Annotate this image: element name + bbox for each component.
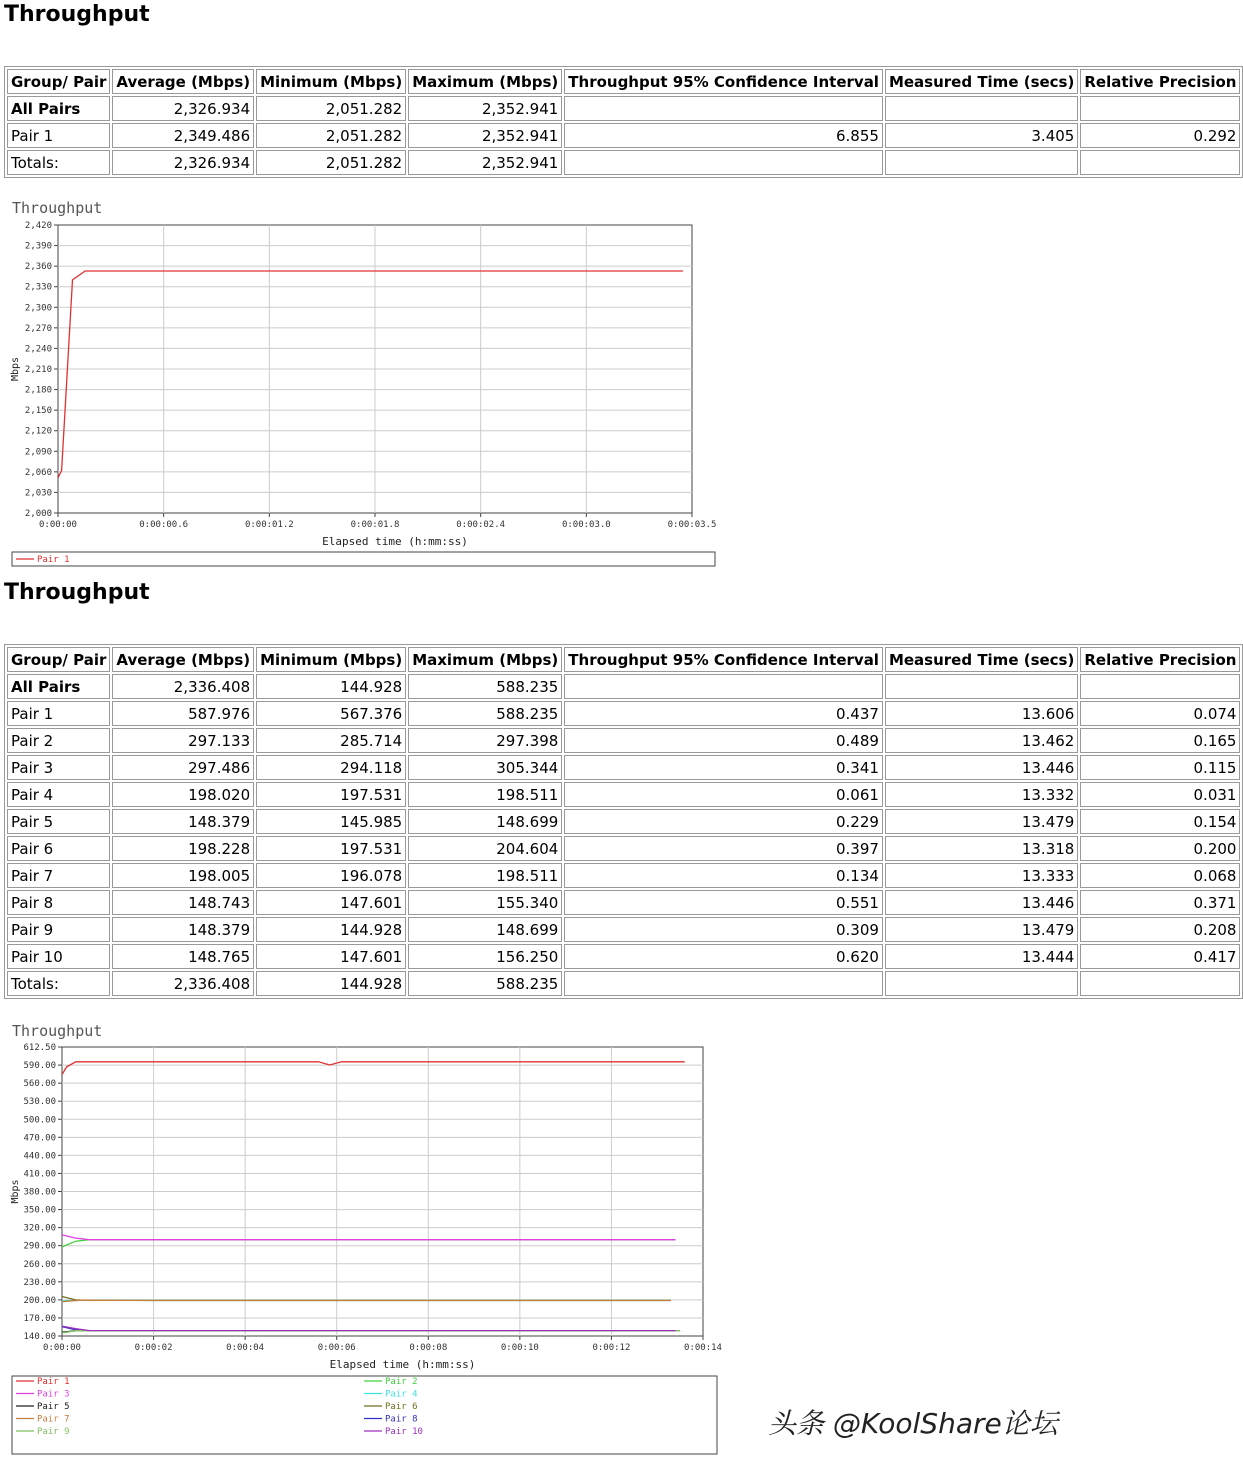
table-cell: 13.333 [885,863,1078,888]
y-tick-label: 350.00 [23,1205,56,1216]
table-cell [564,674,883,699]
table-cell: 0.437 [564,701,883,726]
row-label: Pair 7 [7,863,110,888]
table-cell: 13.446 [885,890,1078,915]
y-tick-label: 590.00 [23,1061,56,1072]
table-cell [564,96,883,121]
y-tick-label: 440.00 [23,1151,56,1162]
table-cell: 148.765 [112,944,254,969]
table-cell [885,674,1078,699]
y-tick-label: 2,360 [24,262,52,273]
legend-box [12,552,715,566]
row-label: Pair 10 [7,944,110,969]
table-row [7,728,1240,753]
table-cell: 0.165 [1080,728,1240,753]
table-cell: 144.928 [256,971,406,996]
x-tick-label: 0:00:10 [500,1343,539,1353]
row-label: Totals: [7,150,110,175]
row-label: Pair 2 [7,728,110,753]
table-row [7,782,1240,807]
legend-label: Pair 1 [37,1377,70,1387]
table-cell: 0.292 [1080,123,1240,148]
table-cell: 197.531 [256,836,406,861]
table-row [7,836,1240,861]
table-cell: 13.318 [885,836,1078,861]
table-cell: 297.486 [112,755,254,780]
y-tick-label: 200.00 [23,1295,56,1306]
row-label: Pair 5 [7,809,110,834]
x-tick-label: 0:00:08 [409,1343,448,1353]
row-label: Pair 3 [7,755,110,780]
table-cell [885,96,1078,121]
table-cell: 2,326.934 [112,150,254,175]
y-tick-label: 2,030 [24,488,52,499]
table-cell: 155.340 [408,890,562,915]
table-cell: 0.031 [1080,782,1240,807]
table-cell: 588.235 [408,971,562,996]
y-tick-label: 2,300 [24,303,52,314]
y-tick-label: 2,000 [24,509,52,519]
table-cell: 2,051.282 [256,150,406,175]
legend-label: Pair 3 [37,1389,70,1400]
x-tick-label: 0:00:00 [39,520,77,530]
table-cell: 198.511 [408,782,562,807]
table-row [7,809,1240,834]
table-cell: 0.115 [1080,755,1240,780]
table-cell: 148.699 [408,809,562,834]
table-cell: 2,349.486 [112,123,254,148]
table-cell [1080,150,1240,175]
table-cell [1080,674,1240,699]
table-cell: 204.604 [408,836,562,861]
legend-label: Pair 7 [37,1414,70,1425]
table-row [7,890,1240,915]
table-cell: 2,336.408 [112,674,254,699]
y-tick-label: 170.00 [23,1313,56,1324]
table-cell: 0.371 [1080,890,1240,915]
y-tick-label: 260.00 [23,1259,56,1270]
column-header: Measured Time (secs) [885,69,1078,94]
column-header: Throughput 95% Confidence Interval [564,69,883,94]
legend-label: Pair 9 [37,1427,70,1437]
y-tick-label: 290.00 [23,1241,56,1252]
y-tick-label: 410.00 [23,1169,56,1180]
table-cell: 2,336.408 [112,971,254,996]
row-label: Pair 8 [7,890,110,915]
table-row [7,944,1240,969]
table-cell: 148.379 [112,917,254,942]
table-cell: 197.531 [256,782,406,807]
table-cell: 148.743 [112,890,254,915]
table-cell: 305.344 [408,755,562,780]
table-cell: 13.332 [885,782,1078,807]
column-header: Average (Mbps) [112,647,254,672]
table-cell: 0.620 [564,944,883,969]
column-header: Throughput 95% Confidence Interval [564,647,883,672]
y-tick-label: 2,150 [24,406,52,417]
column-header: Group/ Pair [7,647,110,672]
x-tick-label: 0:00:02.4 [456,520,506,530]
row-label: Pair 1 [7,123,110,148]
table-cell: 13.462 [885,728,1078,753]
x-tick-label: 0:00:03.0 [561,520,611,530]
column-header: Measured Time (secs) [885,647,1078,672]
table-cell: 294.118 [256,755,406,780]
legend-label: Pair 8 [385,1414,418,1425]
table-cell: 0.200 [1080,836,1240,861]
column-header: Minimum (Mbps) [256,69,406,94]
x-tick-label: 0:00:06 [317,1343,356,1353]
y-tick-label: 140.00 [23,1332,56,1342]
x-tick-label: 0:00:00.6 [139,520,189,530]
table-cell: 588.235 [408,701,562,726]
x-tick-label: 0:00:04 [226,1343,265,1353]
table-row [7,150,1240,175]
table-cell: 0.341 [564,755,883,780]
table-cell: 0.154 [1080,809,1240,834]
row-label: Pair 1 [7,701,110,726]
table-cell: 148.379 [112,809,254,834]
x-tick-label: 0:00:02 [134,1343,173,1353]
table-cell: 148.699 [408,917,562,942]
column-header: Relative Precision [1080,69,1240,94]
table-cell: 144.928 [256,674,406,699]
table-cell: 3.405 [885,123,1078,148]
table-cell: 588.235 [408,674,562,699]
legend-label: Pair 5 [37,1402,70,1412]
y-tick-label: 2,330 [24,282,52,293]
x-axis-label: Elapsed time (h:mm:ss) [329,1358,476,1371]
table-cell: 13.606 [885,701,1078,726]
table-cell: 297.133 [112,728,254,753]
x-tick-label: 0:00:01.2 [244,520,294,530]
table-cell: 2,352.941 [408,96,562,121]
table-cell [1080,96,1240,121]
x-tick-label: 0:00:03.5 [667,520,717,530]
x-tick-label: 0:00:01.8 [350,520,400,530]
row-label: Pair 4 [7,782,110,807]
table-cell [885,150,1078,175]
y-tick-label: 2,210 [24,365,52,375]
throughput-chart-2 [0,1018,730,1458]
throughput-table-2 [4,644,1243,999]
y-tick-label: 2,180 [24,385,52,396]
table-cell: 198.020 [112,782,254,807]
table-cell: 0.229 [564,809,883,834]
y-tick-label: 530.00 [23,1097,56,1108]
chart-title: Throughput [12,199,103,217]
y-tick-label: 230.00 [23,1277,56,1288]
table-cell: 198.228 [112,836,254,861]
table-cell: 196.078 [256,863,406,888]
legend-label: Pair 1 [37,555,70,565]
table-cell: 0.068 [1080,863,1240,888]
y-tick-label: 470.00 [23,1133,56,1144]
section2-title: Throughput [4,580,150,605]
legend-label: Pair 10 [385,1427,423,1437]
table-cell: 2,051.282 [256,96,406,121]
table-cell: 13.446 [885,755,1078,780]
table-cell [564,150,883,175]
table-row [7,96,1240,121]
table-row [7,971,1240,996]
y-axis-label: Mbps [10,1179,21,1204]
table-cell: 13.479 [885,917,1078,942]
table-header-row [7,69,1240,94]
table-cell: 0.489 [564,728,883,753]
table-cell: 2,326.934 [112,96,254,121]
table-cell: 156.250 [408,944,562,969]
row-label: Totals: [7,971,110,996]
y-tick-label: 380.00 [23,1187,56,1198]
legend-label: Pair 6 [385,1402,418,1412]
y-tick-label: 2,090 [24,447,52,458]
y-tick-label: 2,240 [24,344,52,355]
row-label: Pair 6 [7,836,110,861]
legend-label: Pair 4 [385,1389,418,1400]
table-cell: 0.134 [564,863,883,888]
watermark-text: 头条 @KoolShare论坛 [768,1407,1058,1440]
y-tick-label: 320.00 [23,1223,56,1234]
section1-title: Throughput [4,2,150,27]
table-cell [1080,971,1240,996]
table-cell: 0.061 [564,782,883,807]
table-cell: 0.397 [564,836,883,861]
table-cell: 6.855 [564,123,883,148]
table-header-row [7,647,1240,672]
y-tick-label: 2,270 [24,323,52,334]
x-axis-label: Elapsed time (h:mm:ss) [322,535,468,548]
table-cell: 0.551 [564,890,883,915]
column-header: Maximum (Mbps) [408,647,562,672]
column-header: Maximum (Mbps) [408,69,562,94]
y-tick-label: 2,390 [24,241,52,252]
y-tick-label: 2,120 [24,426,52,437]
table-cell: 147.601 [256,890,406,915]
table-row [7,755,1240,780]
table-cell: 285.714 [256,728,406,753]
table-cell [885,971,1078,996]
table-cell: 198.511 [408,863,562,888]
column-header: Average (Mbps) [112,69,254,94]
table-cell: 0.417 [1080,944,1240,969]
table-row [7,917,1240,942]
x-tick-label: 0:00:14 [684,1343,722,1353]
throughput-table-1 [4,66,1243,178]
table-cell: 2,352.941 [408,150,562,175]
legend-label: Pair 2 [385,1377,418,1387]
chart-title: Throughput [12,1022,103,1040]
column-header: Relative Precision [1080,647,1240,672]
table-cell: 198.005 [112,863,254,888]
table-cell: 587.976 [112,701,254,726]
table-cell: 0.309 [564,917,883,942]
table-cell: 147.601 [256,944,406,969]
y-tick-label: 612.50 [23,1043,56,1053]
table-cell: 13.479 [885,809,1078,834]
x-tick-label: 0:00:00 [43,1343,81,1353]
table-cell: 13.444 [885,944,1078,969]
y-axis-label: Mbps [10,356,21,382]
x-tick-label: 0:00:12 [592,1343,631,1353]
throughput-chart-1 [0,195,730,570]
table-cell [564,971,883,996]
table-cell: 2,051.282 [256,123,406,148]
column-header: Minimum (Mbps) [256,647,406,672]
table-cell: 144.928 [256,917,406,942]
table-row [7,674,1240,699]
table-cell: 0.074 [1080,701,1240,726]
row-label: Pair 9 [7,917,110,942]
table-cell: 145.985 [256,809,406,834]
y-tick-label: 560.00 [23,1079,56,1090]
table-row [7,863,1240,888]
table-row [7,123,1240,148]
table-cell: 567.376 [256,701,406,726]
row-label: All Pairs [7,96,110,121]
y-tick-label: 2,060 [24,467,52,478]
column-header: Group/ Pair [7,69,110,94]
table-cell: 0.208 [1080,917,1240,942]
table-row [7,701,1240,726]
legend-box [12,1376,717,1454]
table-cell: 2,352.941 [408,123,562,148]
y-tick-label: 2,420 [24,221,52,231]
y-tick-label: 500.00 [23,1115,56,1126]
table-cell: 297.398 [408,728,562,753]
row-label: All Pairs [7,674,110,699]
